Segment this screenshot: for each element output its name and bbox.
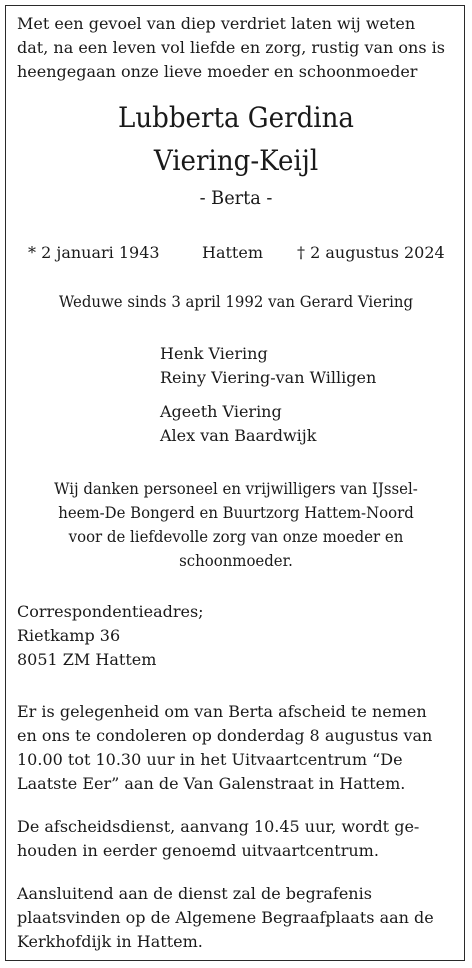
condolence-line: en ons te condoleren op donderdag 8 augustus van: [17, 726, 433, 745]
service-line: De afscheidsdienst, aanvang 10.45 uur, wordt ge-: [17, 817, 420, 836]
birth-date: * 2 januari 1943: [28, 243, 160, 262]
family-member: Henk Viering: [160, 344, 268, 363]
death-date: † 2 augustus 2024: [297, 243, 445, 262]
intro-line: dat, na een leven vol liefde en zorg, rustig van ons is: [17, 38, 445, 57]
deceased-name: Lubberta Gerdina: [118, 101, 354, 134]
address-line: Rietkamp 36: [17, 626, 121, 645]
burial-line: Aansluitend aan de dienst zal de begrafenis: [17, 884, 372, 903]
thanks-line: heem-De Bongerd en Buurtzorg Hattem-Noord: [58, 503, 414, 522]
condolence-line: 10.00 tot 10.30 uur in het Uitvaartcentrum “De: [17, 750, 403, 769]
family-member: Alex van Baardwijk: [160, 426, 317, 445]
burial-line: plaatsvinden op de Algemene Begraafplaats aan de: [17, 908, 434, 927]
address-line: 8051 ZM Hattem: [17, 650, 157, 669]
intro-line: Met een gevoel van diep verdriet laten wij weten: [17, 14, 416, 33]
residence: Hattem: [202, 243, 263, 262]
address-line: Correspondentieadres;: [17, 602, 204, 621]
intro-line: heengegaan onze lieve moeder en schoonmoeder: [17, 62, 418, 81]
thanks-line: schoonmoeder.: [179, 551, 293, 570]
widow-line: Weduwe sinds 3 april 1992 van Gerard Viering: [58, 292, 414, 311]
thanks-line: voor de liefdevolle zorg van onze moeder en: [68, 527, 404, 546]
family-member: Reiny Viering-van Willigen: [160, 368, 377, 387]
deceased-nickname: - Berta -: [199, 187, 273, 209]
burial-line: Kerkhofdijk in Hattem.: [17, 932, 203, 951]
family-member: Ageeth Viering: [160, 402, 282, 421]
deceased-surname: Viering-Keijl: [153, 144, 319, 177]
condolence-line: Laatste Eer” aan de Van Galenstraat in Hattem.: [17, 774, 406, 793]
condolence-line: Er is gelegenheid om van Berta afscheid te nemen: [17, 702, 427, 721]
thanks-line: Wij danken personeel en vrijwilligers van IJssel-: [54, 479, 418, 498]
service-line: houden in eerder genoemd uitvaartcentrum.: [17, 841, 379, 860]
